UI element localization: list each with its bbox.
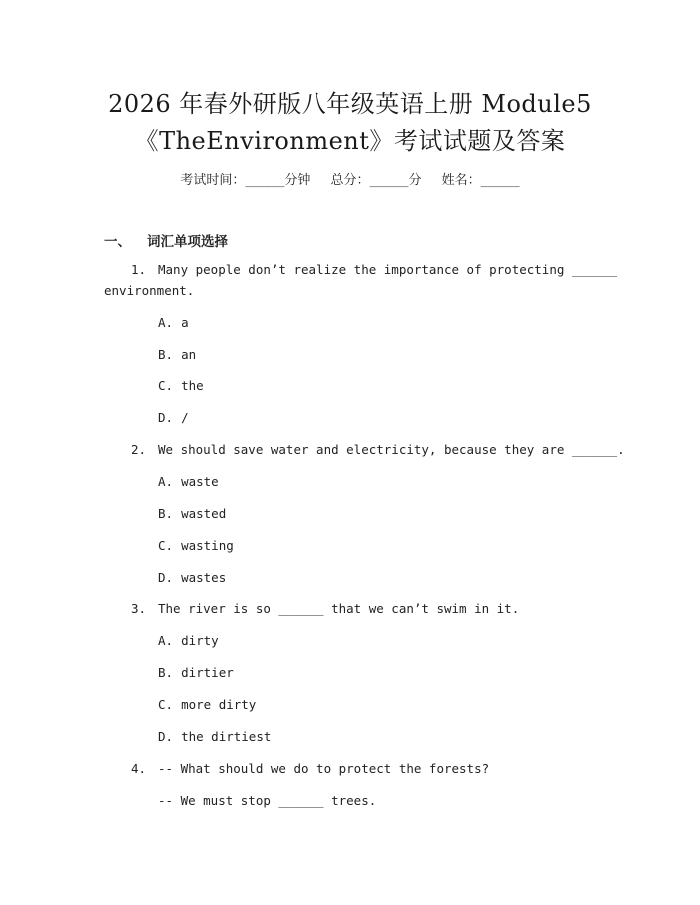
option-b bbox=[158, 347, 196, 362]
question-text: We should save water and electricity, because they are ______. bbox=[158, 442, 625, 457]
question-3 bbox=[131, 601, 519, 616]
question-number: 4. bbox=[131, 761, 147, 776]
option-text: / bbox=[181, 410, 189, 425]
option-text: dirtier bbox=[181, 665, 234, 680]
option-c bbox=[158, 378, 204, 393]
section-title: 词汇单项选择 bbox=[147, 234, 228, 250]
option-a bbox=[158, 315, 189, 330]
option-letter: A. bbox=[158, 633, 174, 648]
option-letter: C. bbox=[158, 378, 174, 393]
option-letter: B. bbox=[158, 665, 174, 680]
option-letter: B. bbox=[158, 347, 174, 362]
option-letter: A. bbox=[158, 315, 174, 330]
option-d bbox=[158, 570, 226, 585]
option-letter: D. bbox=[158, 410, 174, 425]
exam-meta bbox=[0, 169, 700, 188]
question-text: The river is so ______ that we can’t swim in it. bbox=[158, 601, 520, 616]
option-text: waste bbox=[181, 474, 219, 489]
option-text: wasted bbox=[181, 506, 227, 521]
option-letter: A. bbox=[158, 474, 174, 489]
section-heading bbox=[104, 230, 228, 250]
student-name-field: 姓名：______ bbox=[441, 173, 520, 188]
option-letter: B. bbox=[158, 506, 174, 521]
option-text: the bbox=[181, 378, 204, 393]
option-text: dirty bbox=[181, 633, 219, 648]
option-letter: C. bbox=[158, 538, 174, 553]
question-number: 1. bbox=[131, 262, 147, 277]
option-letter: D. bbox=[158, 570, 174, 585]
question-1-continuation: environment. bbox=[104, 283, 195, 298]
question-text: Many people don’t realize the importance of protecting ______ bbox=[158, 262, 618, 277]
question-1 bbox=[131, 262, 617, 277]
section-number: 一、 bbox=[104, 234, 131, 250]
option-a bbox=[158, 474, 219, 489]
option-b bbox=[158, 665, 234, 680]
option-text: more dirty bbox=[181, 697, 257, 712]
option-text: wastes bbox=[181, 570, 227, 585]
option-a bbox=[158, 633, 219, 648]
option-b bbox=[158, 506, 226, 521]
total-score-field: 总分：______分 bbox=[330, 173, 422, 188]
question-text: -- What should we do to protect the forests? bbox=[158, 761, 490, 776]
option-text: a bbox=[181, 315, 189, 330]
option-d bbox=[158, 410, 189, 425]
option-text: an bbox=[181, 347, 197, 362]
option-letter: C. bbox=[158, 697, 174, 712]
question-number: 2. bbox=[131, 442, 147, 457]
question-4 bbox=[131, 761, 489, 776]
exam-title-line2: 《TheEnvironment》考试试题及答案 bbox=[134, 127, 566, 155]
option-c bbox=[158, 538, 234, 553]
question-number: 3. bbox=[131, 601, 147, 616]
option-d bbox=[158, 729, 271, 744]
option-letter: D. bbox=[158, 729, 174, 744]
question-4-dialogue-line: -- We must stop ______ trees. bbox=[158, 793, 377, 808]
option-text: wasting bbox=[181, 538, 234, 553]
question-2 bbox=[131, 442, 625, 457]
exam-time-field: 考试时间：______分钟 bbox=[180, 173, 311, 188]
exam-title-line1: 2026 年春外研版八年级英语上册 Module5 bbox=[108, 90, 592, 118]
option-text: the dirtiest bbox=[181, 729, 272, 744]
option-c bbox=[158, 697, 256, 712]
